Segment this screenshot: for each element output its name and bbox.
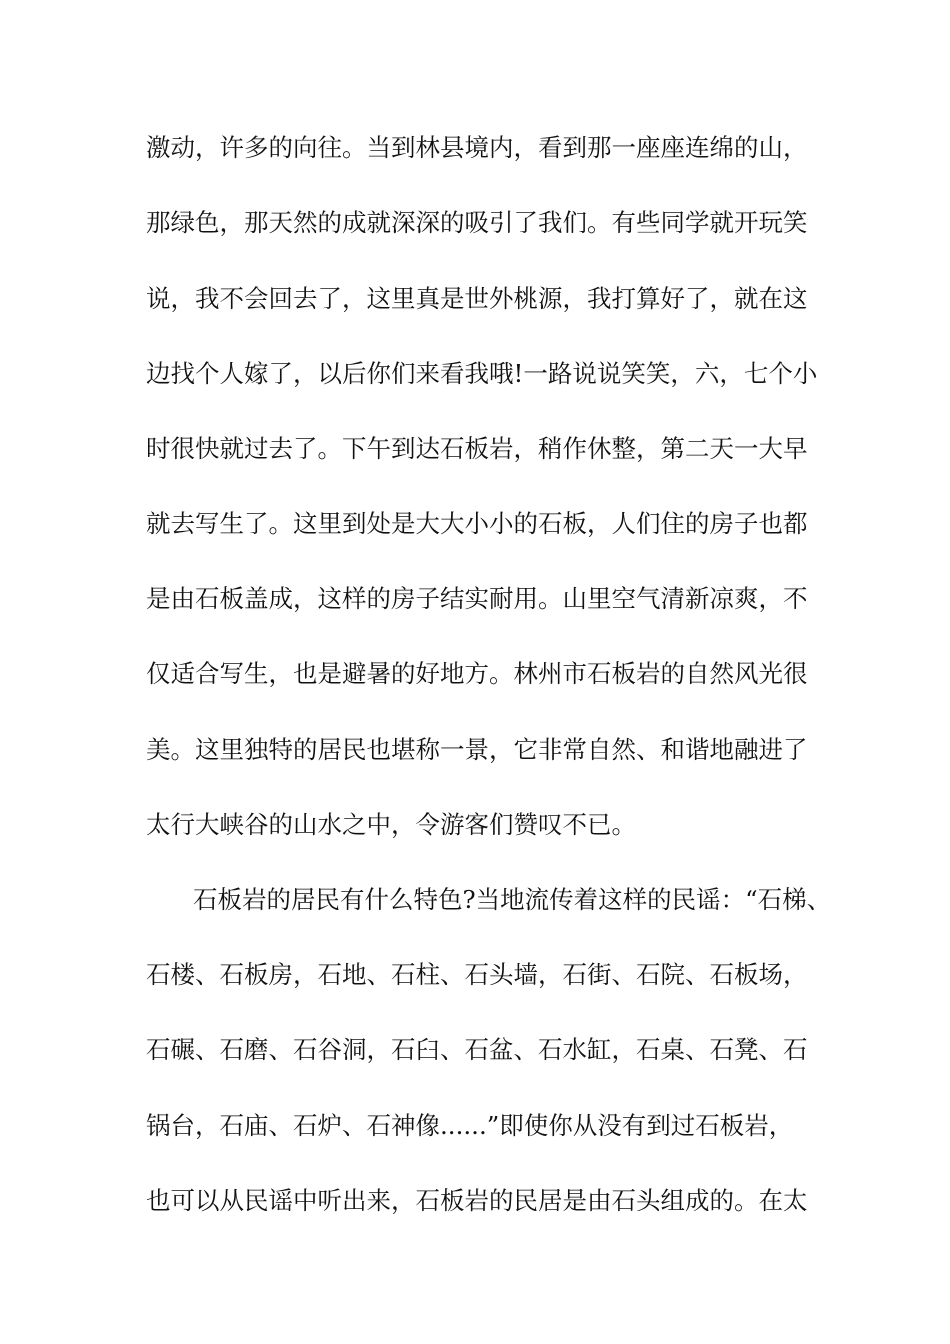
text-line: 太行大峡谷的山水之中，令游客们赞叹不已。 (146, 810, 636, 839)
text-line: 激动，许多的向往。当到林县境内，看到那一座座连绵的山， (146, 133, 808, 162)
text-line: 那绿色，那天然的成就深深的吸引了我们。有些同学就开玩笑 (146, 208, 808, 237)
text-line: 是由石板盖成，这样的房子结实耐用。山里空气清新凉爽，不 (146, 584, 808, 613)
text-line: 美。这里独特的居民也堪称一景，它非常自然、和谐地融进了 (146, 735, 808, 764)
text-line: 仅适合写生，也是避暑的好地方。林州市石板岩的自然风光很 (146, 659, 808, 688)
text-line: 石碾、石磨、石谷洞，石臼、石盆、石水缸，石桌、石凳、石 (146, 1035, 808, 1064)
text-line: 石楼、石板房，石地、石柱、石头墙，石街、石院、石板场， (146, 960, 808, 989)
text-line: 说，我不会回去了，这里真是世外桃源，我打算好了，就在这 (146, 284, 808, 313)
text-line: 锅台，石庙、石炉、石神像......”即使你从没有到过石板岩， (146, 1111, 794, 1140)
text-line: 就去写生了。这里到处是大大小小的石板，人们住的房子也都 (146, 509, 808, 538)
paragraph-first-line: 石板岩的居民有什么特色?当地流传着这样的民谣：“石梯、 (193, 885, 832, 914)
text-line: 边找个人嫁了，以后你们来看我哦!一路说说笑笑，六，七个小 (146, 359, 818, 388)
text-line: 也可以从民谣中听出来，石板岩的民居是由石头组成的。在太 (146, 1186, 808, 1215)
text-line: 时很快就过去了。下午到达石板岩，稍作休整，第二天一大早 (146, 434, 808, 463)
